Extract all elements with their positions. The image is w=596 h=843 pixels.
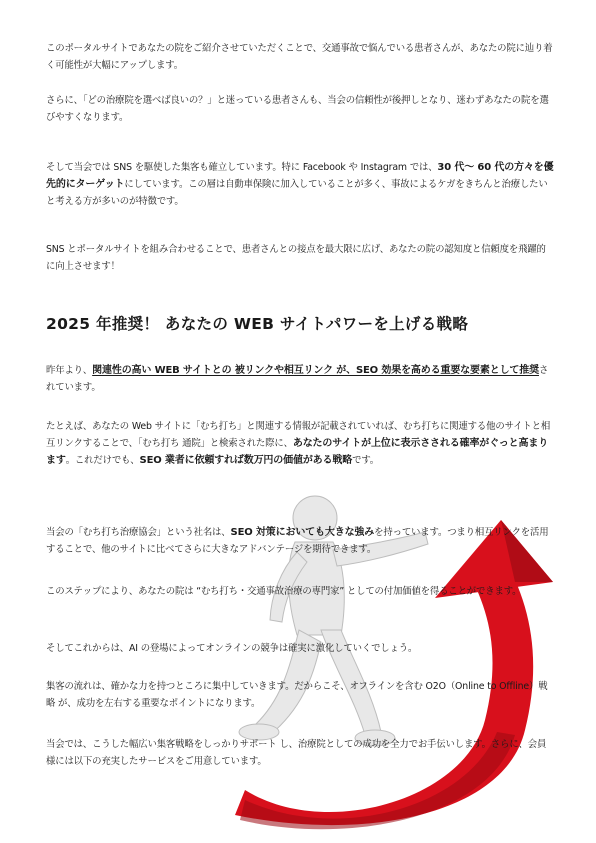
intro-p3-emphasis: 30 代〜 60 代の方々を優先的にターゲット: [46, 162, 554, 190]
section-p1-text-end: されています。: [46, 365, 549, 393]
intro-paragraph-1: このポータルサイトであなたの院をご紹介させていただくことで、交通事故で悩んでいる患者さんが、あなたの院に辿り着く可能性が大幅にアップします。: [46, 43, 553, 71]
intro-paragraph-2: さらに、「どの治療院を選べば良いの？」と迷っている患者さんも、当会の信頼性が後押しとなり、迷わずあなたの院を選びやすくなります。: [46, 95, 549, 123]
section-p2-text-end: です。: [352, 455, 380, 466]
section-p2-text-mid: 。これだけでも、: [65, 455, 140, 466]
section-p3-emphasis: SEO 対策においても大きな強み: [230, 527, 375, 538]
intro-p3-text-end: にしています。この層は自動車保険に加入していることが多く、事故によるケガをきちんと治療したいと考える方が多いのが特徴です。: [46, 179, 548, 207]
section-p1-text: 昨年より、: [46, 365, 93, 376]
section-paragraph-1: [46, 362, 554, 396]
section-paragraph-6: 集客の流れは、確かな力を持つところに集中していきます。だからこそ、オフラインを含む O2O（Online to Offline）戦略 が、成功を左右する重要なポイントになります。: [46, 681, 548, 709]
section-p3-text-end: を持っています。つまり相互リンクを活用することで、他のサイトに比べてさらに大きなアドバンテージを期待できます。: [46, 527, 549, 555]
section-p1-underlined-emphasis: 関連性の高い WEB サイトとの 被リンクや相互リンク が、SEO 効果を高める重要な要素として推奨: [92, 365, 539, 376]
intro-p3-text: そして当会では SNS を駆使した集客も確立しています。特に Facebook や Instagram では、: [46, 162, 438, 173]
intro-paragraph-4: SNS とポータルサイトを組み合わせることで、患者さんとの接点を最大限に広げ、あなたの院の認知度と信頼度を飛躍的に向上させます！: [46, 244, 546, 272]
section-paragraph-3: [46, 524, 554, 558]
section-p2-emphasis-2: SEO 業者に依頼すれば数万円の価値がある戦略: [139, 455, 353, 466]
section-paragraph-2: [46, 418, 554, 469]
section-p2-text: たとえば、あなたの Web サイトに「むち打ち」と関連する情報が記載されていれば、むち打ちに関連する他のサイトと相互リンクすることで、「むち打ち 通院」と検索された際に、: [46, 421, 551, 449]
intro-paragraph-3: [46, 159, 554, 210]
section-p3-text: 当会の「むち打ち治療協会」という社名は、: [46, 527, 231, 538]
section-paragraph-4: このステップにより、あなたの院は “むち打ち・交通事故治療の専門家” としての付加価値を得ることができます。: [46, 586, 522, 597]
section-paragraph-5: そしてこれからは、AI の登場によってオンラインの競争は確実に激化していくでしょう。: [46, 643, 418, 654]
section-heading: 2025 年推奨！ あなたの WEB サイトパワーを上げる戦略: [46, 315, 469, 333]
section-p2-emphasis-1: あなたのサイトが上位に表示さされる確率がぐっと高まります: [46, 438, 549, 466]
section-paragraph-7: 当会では、こうした幅広い集客戦略をしっかりサポート し、治療院としての成功を全力でお手伝いします。さらに、会員様には以下の充実したサービスをご用意しています。: [46, 739, 547, 767]
